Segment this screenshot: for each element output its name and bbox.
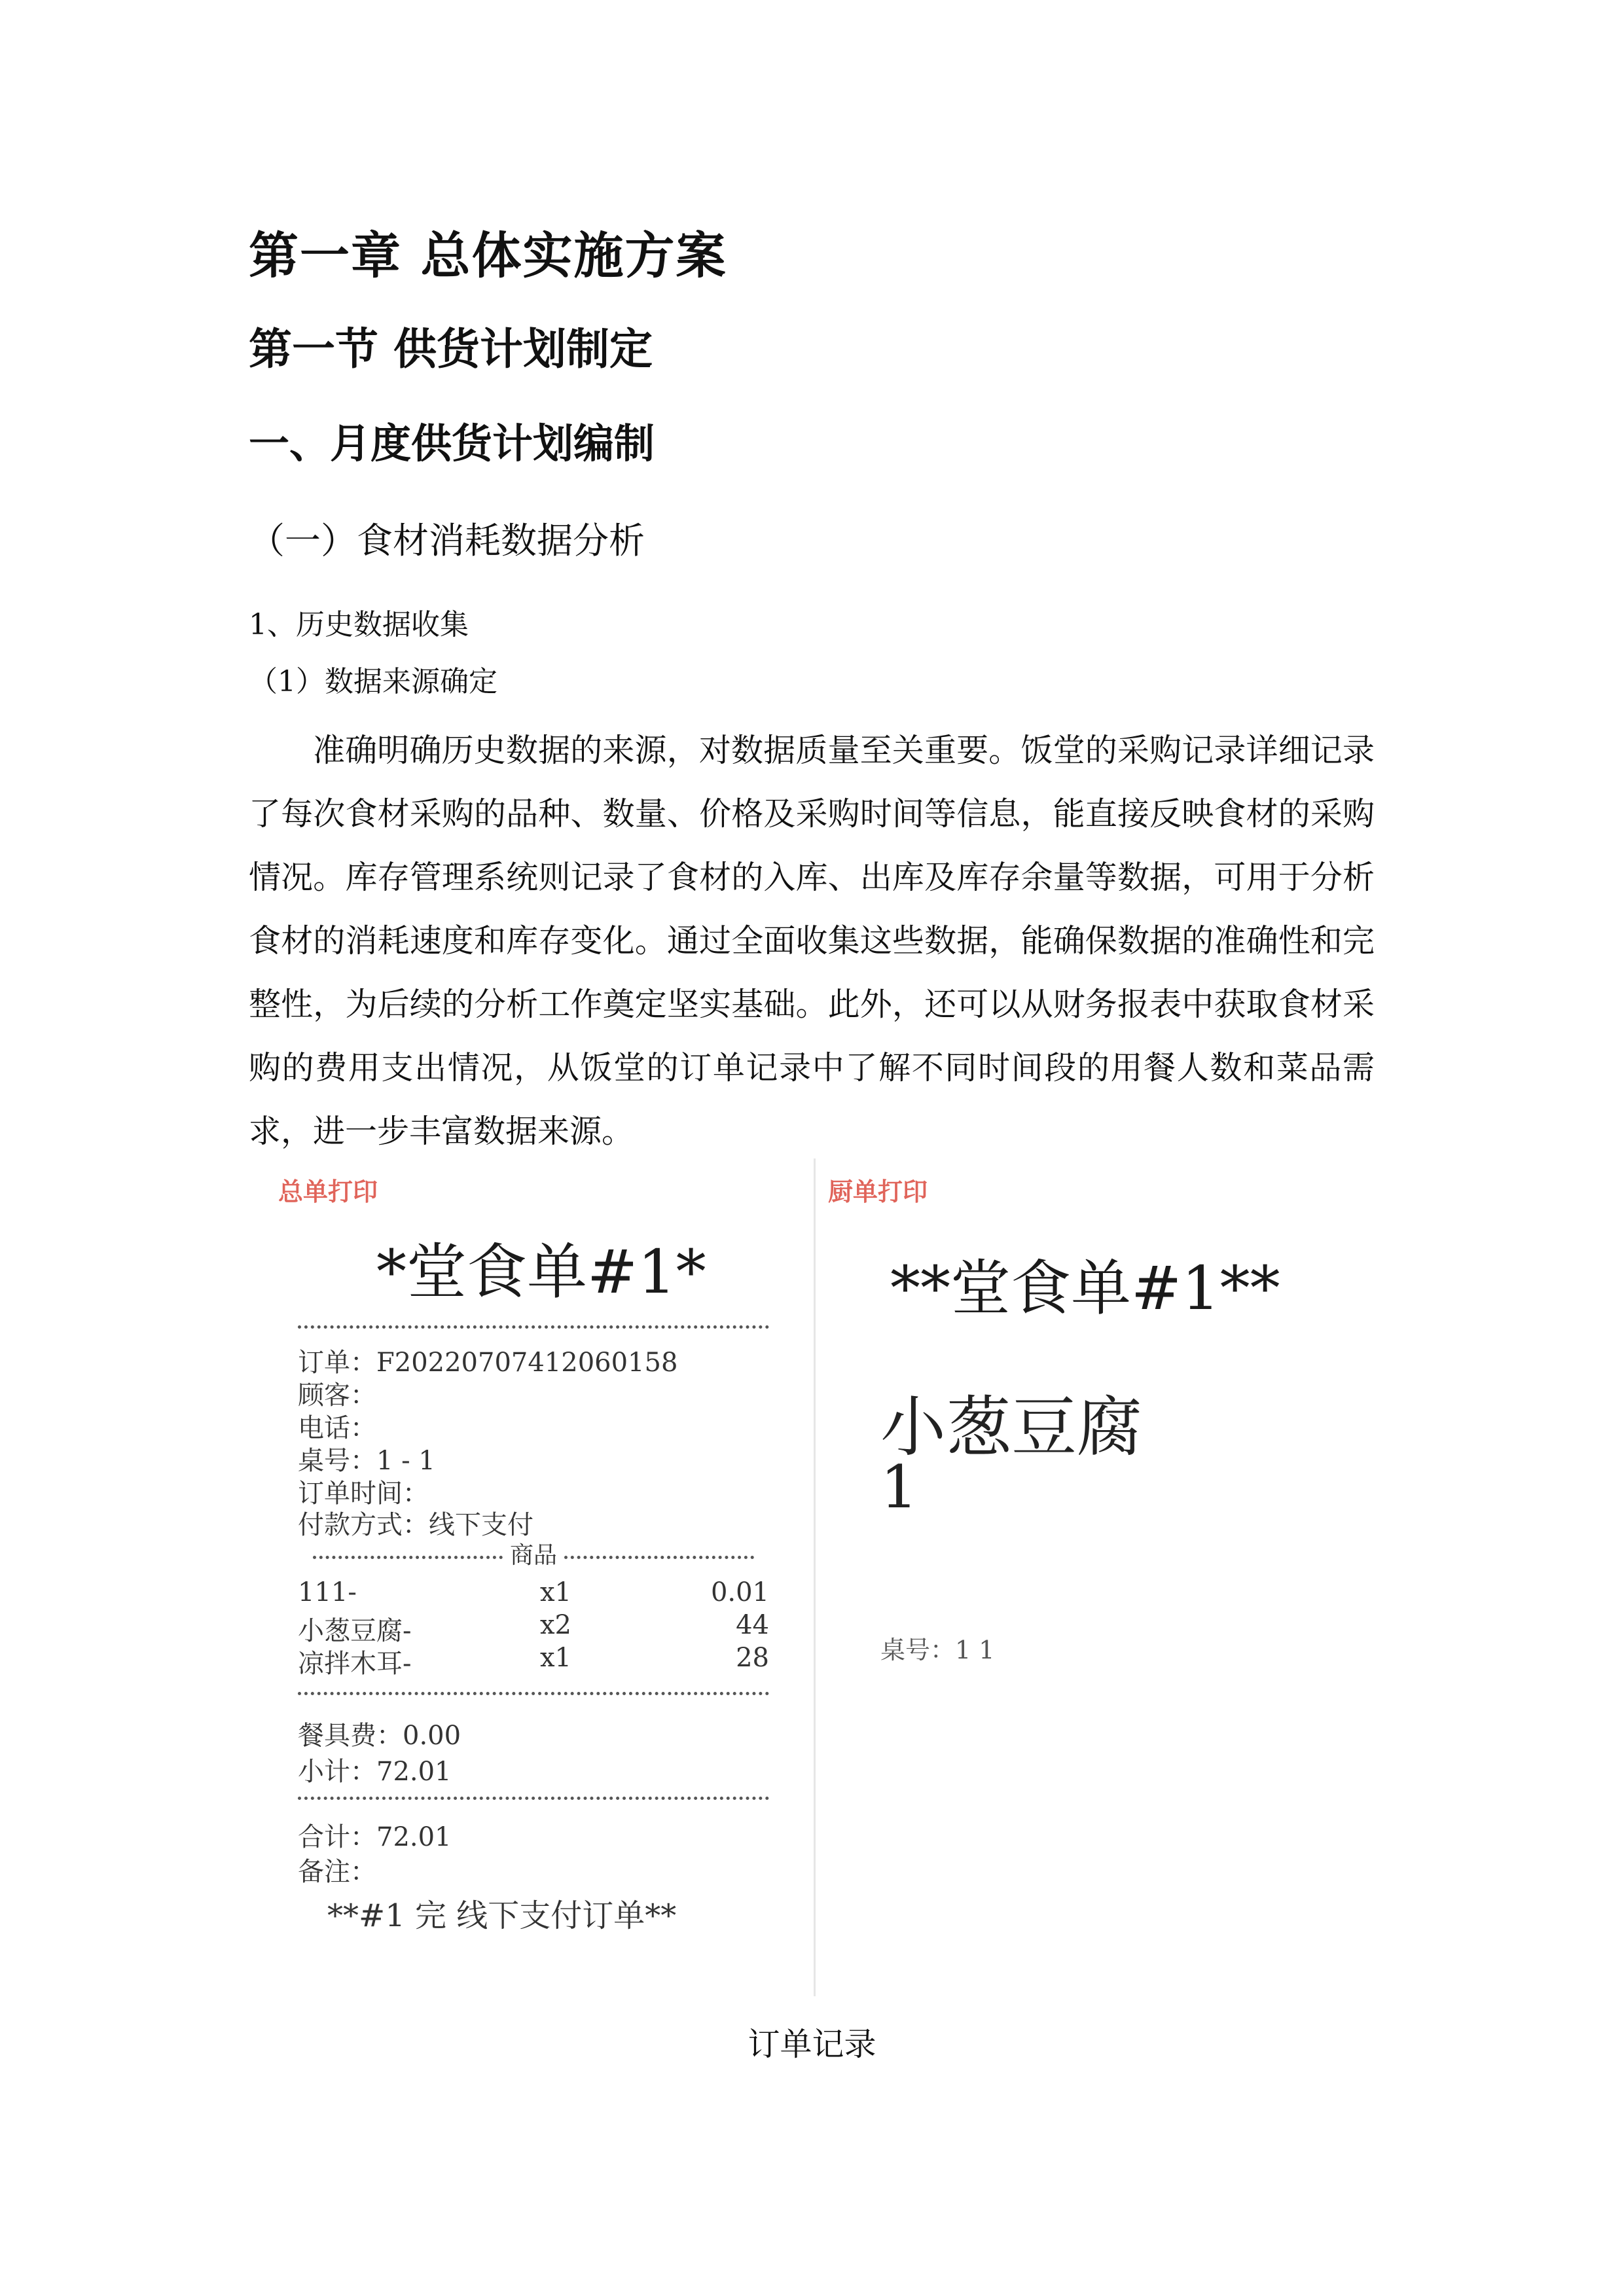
subsubsection-title: （一）食材消耗数据分析: [249, 520, 645, 562]
tableware-fee: 餐具费：0.00: [298, 1721, 461, 1751]
figure-caption: 订单记录: [748, 2026, 876, 2063]
total: 合计：72.01: [298, 1822, 452, 1852]
total-order-receipt: [265, 1158, 815, 1996]
chapter-title: 第一章 总体实施方案: [249, 226, 727, 285]
order-time: 订单时间：: [298, 1479, 429, 1509]
subitem-title: （1）数据来源确定: [249, 665, 497, 698]
item-price: 0.01: [710, 1577, 769, 1607]
receipt-title: **堂食单#1**: [890, 1253, 1280, 1323]
dotted-divider: [313, 1556, 503, 1559]
body-paragraph: 准确明确历史数据的来源，对数据质量至关重要。饭堂的采购记录详细记录了每次食材采购的品种、数量、价格及采购时间等信息，能直接反映食材的采购情况。库存管理系统则记录了食材的入库、出库及库存余量等数据，可用于分析食材的消耗速度和库存变化。通过全面收集这些数据，能确保数据的准确性和完整性，为后续的分析工作奠定坚实基础。此外，还可以从财务报表中获取食材采购的费用支出情况，从饭堂的订单记录中了解不同时间段的用餐人数和菜品需求，进一步丰富数据来源。: [249, 732, 1375, 1150]
dotted-divider: [564, 1556, 754, 1559]
item-price: 28: [736, 1643, 769, 1673]
dotted-divider: [298, 1692, 769, 1695]
dotted-divider: [298, 1797, 769, 1800]
kitchen-order-receipt: [815, 1158, 1365, 1996]
remark: 备注：: [298, 1857, 376, 1887]
table-number: 桌号：1 - 1: [298, 1446, 435, 1476]
dotted-divider: [298, 1325, 769, 1329]
subtotal: 小计：72.01: [298, 1757, 452, 1787]
goods-header-label: 商品: [509, 1542, 557, 1569]
item-qty: x1: [540, 1643, 572, 1673]
receipt-title: *堂食单#1*: [376, 1237, 706, 1307]
item-qty: x2: [540, 1610, 572, 1640]
item-name: 111-: [298, 1577, 357, 1607]
dish-name: 小葱豆腐: [880, 1389, 1142, 1465]
item-name: 小葱豆腐-: [298, 1616, 412, 1646]
payment-method: 付款方式：线下支付: [298, 1510, 533, 1540]
receipt-footer: **#1 完 线下支付订单**: [327, 1897, 677, 1934]
customer-line: 顾客：: [298, 1380, 376, 1410]
receipt-print-label: 总单打印: [278, 1177, 378, 1206]
goods-header: [298, 1537, 769, 1570]
table-number: 桌号：1 1: [880, 1636, 995, 1664]
item-title: 1、历史数据收集: [249, 608, 469, 641]
section-title: 第一节 供货计划制定: [249, 324, 653, 374]
item-name: 凉拌木耳-: [298, 1649, 412, 1679]
item-qty: x1: [540, 1577, 572, 1607]
item-price: 44: [736, 1610, 769, 1640]
subsection-title: 一、月度供货计划编制: [249, 420, 655, 467]
order-record-figure: [265, 1158, 1365, 1996]
dish-qty: 1: [880, 1453, 918, 1522]
phone-line: 电话：: [298, 1413, 376, 1443]
order-number: 订单：F20220707412060158: [298, 1348, 678, 1378]
receipt-print-label: 厨单打印: [828, 1177, 928, 1206]
